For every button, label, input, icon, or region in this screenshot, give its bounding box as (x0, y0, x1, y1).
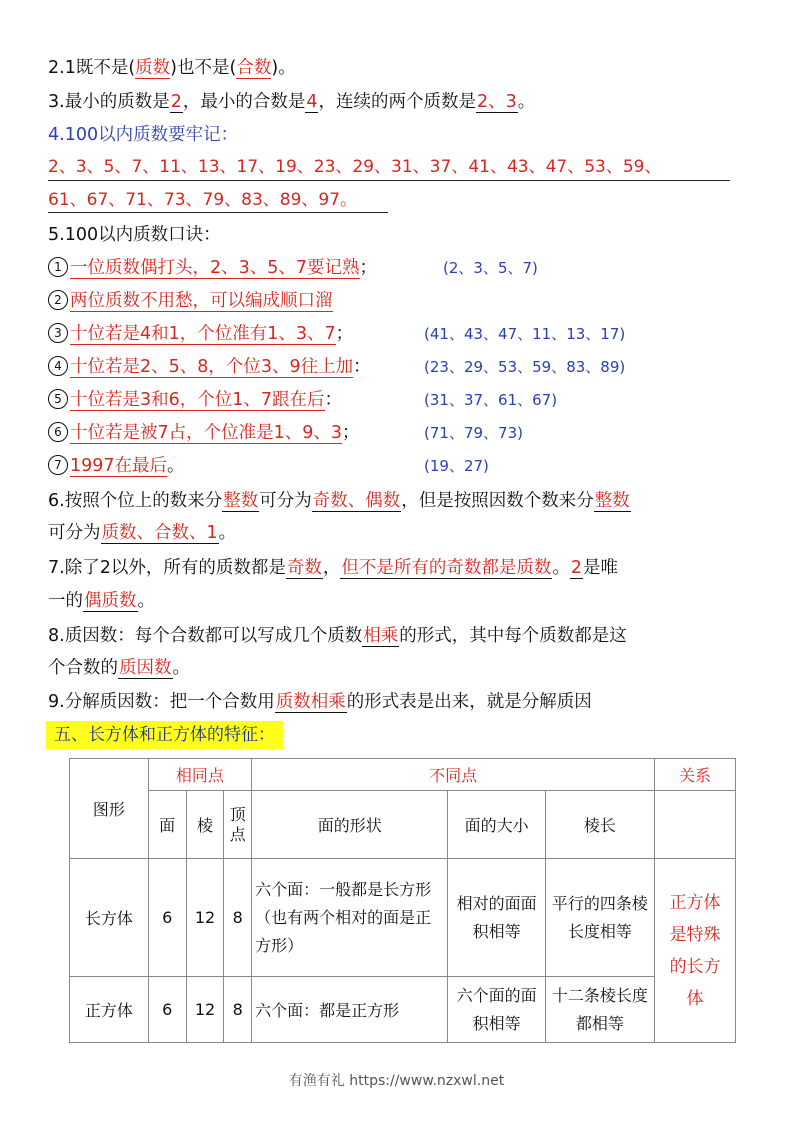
line-5-title: 5.100以内质数口诀： (48, 225, 221, 245)
rhyme-4: 4 十位若是2、5、8，个位3、9往上加： (23、29、53、59、83、89) (48, 354, 371, 380)
col-face-header: 面 (148, 791, 186, 859)
rhyme-1: 1 一位质数偶打头，2、3、5、7要记熟； (2、3、5、7) (48, 255, 377, 281)
line-2-1: 2.1既不是(质数)也不是(合数)。 (48, 58, 296, 78)
col-relation-header: 关系 (655, 759, 736, 791)
circled-number: 7 (48, 455, 68, 475)
answer-prime: 质数 (135, 58, 171, 78)
prime-list-rule-2 (48, 212, 388, 213)
relation-cell: 正方体是特殊的长方体 (655, 859, 736, 1043)
col-shape-header: 图形 (70, 759, 149, 859)
prime-list-row-2: 61、67、71、73、79、83、89、97。 (48, 190, 358, 210)
col-face-size-header: 面的大小 (448, 791, 545, 859)
prime-list-row-1: 2、3、5、7、11、13、17、19、23、29、31、37、41、43、47、53、59、 (48, 157, 662, 177)
line-7a: 7.除了2以外，所有的质数都是奇数，但不是所有的奇数都是质数。2是唯 (48, 558, 618, 578)
footer-watermark: 有渔有礼 https://www.nzxwl.net (288, 1073, 505, 1089)
col-face-shape-header: 面的形状 (252, 791, 448, 859)
rhyme-3: 3 十位若是4和1，个位准有1、3、7； (41、43、47、11、13、17) (48, 321, 353, 347)
line-8a: 8.质因数：每个合数都可以写成几个质数相乘的形式，其中每个质数都是这 (48, 626, 627, 646)
line-9: 9.分解质因数：把一个合数用质数相乘的形式表是出来，就是分解质因 (48, 692, 592, 712)
col-same-header: 相同点 (148, 759, 251, 791)
col-edge-length-header: 棱长 (545, 791, 654, 859)
col-edge-header: 棱 (186, 791, 224, 859)
line-6b: 可分为质数、合数、1。 (48, 523, 237, 543)
circled-number: 3 (48, 323, 68, 343)
section-heading: 五、长方体和正方体的特征： (46, 721, 283, 749)
prime-list-rule-1 (48, 180, 730, 181)
line-4-title: 4.100以内质数要牢记： (48, 125, 239, 145)
rhyme-5: 5 十位若是3和6，个位1、7跟在后： (31、37、61、67) (48, 387, 342, 413)
circled-number: 2 (48, 290, 68, 310)
line-8b: 个合数的质因数。 (48, 658, 190, 678)
rhyme-2: 2 两位质数不用愁，可以编成顺口溜 (48, 288, 333, 314)
circled-number: 5 (48, 389, 68, 409)
rhyme-6: 6 十位若是被7占，个位准是1、9、3； (71、79、73) (48, 420, 360, 446)
table-row: 长方体 6 12 8 六个面：一般都是长方形（也有两个相对的面是正方形） 相对的面面积相等 平行的四条棱长度相等 正方体是特殊的长方体 (70, 859, 736, 977)
circled-number: 1 (48, 257, 68, 277)
circled-number: 4 (48, 356, 68, 376)
col-diff-header: 不同点 (252, 759, 655, 791)
rhyme-7: 7 1997在最后。 (19、27) (48, 453, 185, 479)
circled-number: 6 (48, 422, 68, 442)
line-6a: 6.按照个位上的数来分整数可分为奇数、偶数，但是按照因数个数来分整数 (48, 491, 630, 511)
features-table (69, 758, 736, 1043)
line-7b: 一的偶质数。 (48, 591, 155, 611)
line-3: 3.最小的质数是2，最小的合数是4，连续的两个质数是2、3。 (48, 92, 536, 112)
answer-composite: 合数 (236, 58, 272, 78)
table-row: 正方体 6 12 8 六个面：都是正方形 六个面的面积相等 十二条棱长度都相等 (70, 977, 736, 1043)
col-vertex-header: 顶点 (224, 791, 252, 859)
